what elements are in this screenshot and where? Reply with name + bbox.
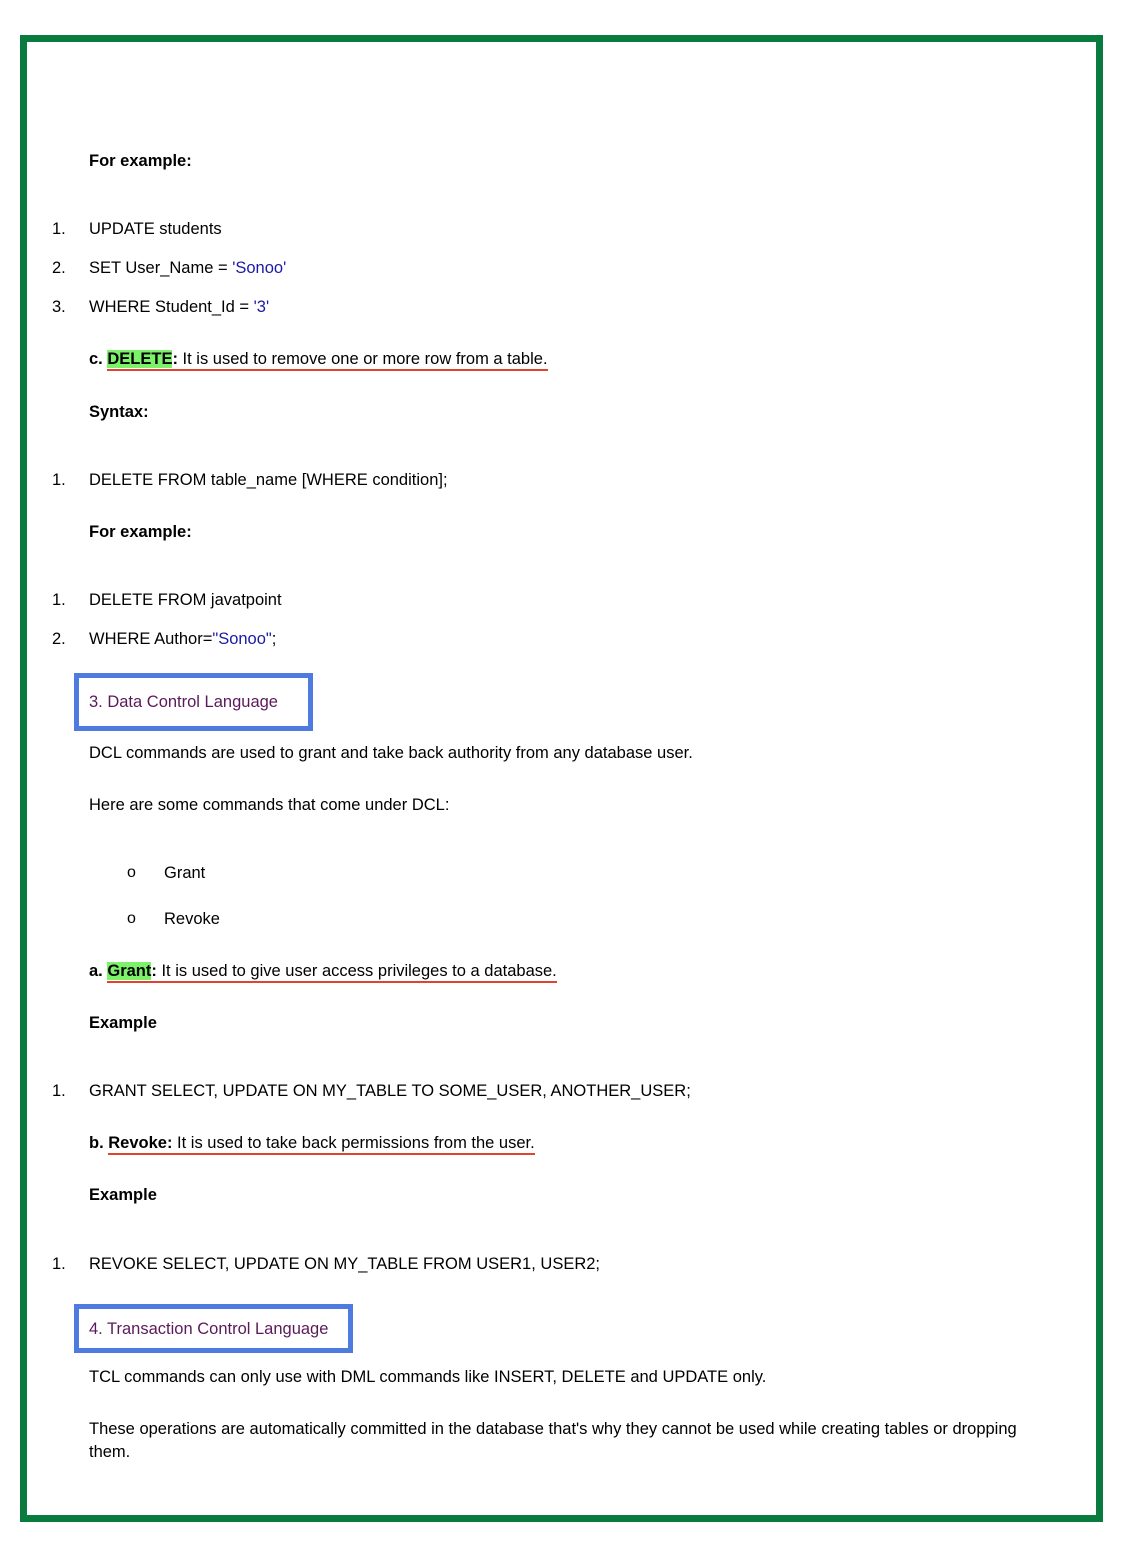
- definition-text: It is used to take back permissions from the user.: [172, 1134, 535, 1152]
- list-number: 1.: [52, 220, 66, 238]
- code-text: WHERE Author=: [89, 630, 213, 648]
- bullet-item-grant: Grant: [164, 864, 206, 882]
- bullet-marker: o: [127, 864, 136, 881]
- code-line: GRANT SELECT, UPDATE ON MY_TABLE TO SOME_USER, ANOTHER_USER;: [89, 1082, 691, 1100]
- example-heading: Example: [89, 1014, 157, 1032]
- paragraph: Here are some commands that come under DCL:: [89, 796, 450, 814]
- list-number: 2.: [52, 630, 66, 648]
- section-heading-tcl: 4. Transaction Control Language: [89, 1320, 329, 1338]
- code-line: DELETE FROM javatpoint: [89, 591, 282, 609]
- definition-prefix: b.: [89, 1134, 109, 1152]
- list-number: 1.: [52, 471, 66, 489]
- definition-text: It is used to remove one or more row from a table.: [177, 350, 548, 368]
- highlighted-keyword: Grant: [107, 962, 152, 980]
- bullet-item-revoke: Revoke: [164, 910, 220, 928]
- definition-text: It is used to give user access privileges to a database.: [156, 962, 557, 980]
- definition-colon: :: [151, 962, 157, 980]
- bullet-marker: o: [127, 910, 136, 927]
- code-line: [89, 258, 286, 278]
- code-line: REVOKE SELECT, UPDATE ON MY_TABLE FROM USER1, USER2;: [89, 1255, 601, 1273]
- highlighted-keyword: DELETE: [107, 350, 173, 368]
- code-text: ;: [271, 630, 277, 648]
- string-literal: "Sonoo": [212, 630, 272, 648]
- definition-colon: :: [172, 350, 178, 368]
- code-text: WHERE Student_Id =: [89, 298, 254, 316]
- list-number: 1.: [52, 1082, 66, 1100]
- definition-prefix: c.: [89, 350, 108, 368]
- code-line: [89, 629, 276, 649]
- code-line: [89, 297, 269, 317]
- definition-keyword: Revoke:: [108, 1134, 173, 1152]
- paragraph: These operations are automatically committed in the database that's why they cannot be used while creating tables or dropping them.: [89, 1420, 1017, 1461]
- paragraph: DCL commands are used to grant and take back authority from any database user.: [89, 744, 693, 762]
- list-number: 1.: [52, 1255, 66, 1273]
- grant-definition: [89, 961, 557, 981]
- section-heading-box: [74, 673, 313, 731]
- code-text: SET User_Name =: [89, 259, 233, 277]
- string-literal: '3': [253, 298, 270, 316]
- section-heading-box: [74, 1304, 353, 1353]
- list-number: 2.: [52, 259, 66, 277]
- revoke-definition: [89, 1133, 535, 1153]
- example-heading: For example:: [89, 523, 192, 541]
- syntax-heading: Syntax:: [89, 403, 149, 421]
- list-number: 1.: [52, 591, 66, 609]
- example-heading: For example:: [89, 152, 192, 170]
- code-line: DELETE FROM table_name [WHERE condition];: [89, 471, 448, 489]
- string-literal: 'Sonoo': [232, 259, 287, 277]
- code-line: UPDATE students: [89, 220, 222, 238]
- definition-prefix: a.: [89, 962, 108, 980]
- example-heading: Example: [89, 1186, 157, 1204]
- paragraph: TCL commands can only use with DML commands like INSERT, DELETE and UPDATE only.: [89, 1368, 767, 1386]
- section-heading-dcl: 3. Data Control Language: [89, 693, 278, 711]
- delete-definition: [89, 349, 548, 369]
- list-number: 3.: [52, 298, 66, 316]
